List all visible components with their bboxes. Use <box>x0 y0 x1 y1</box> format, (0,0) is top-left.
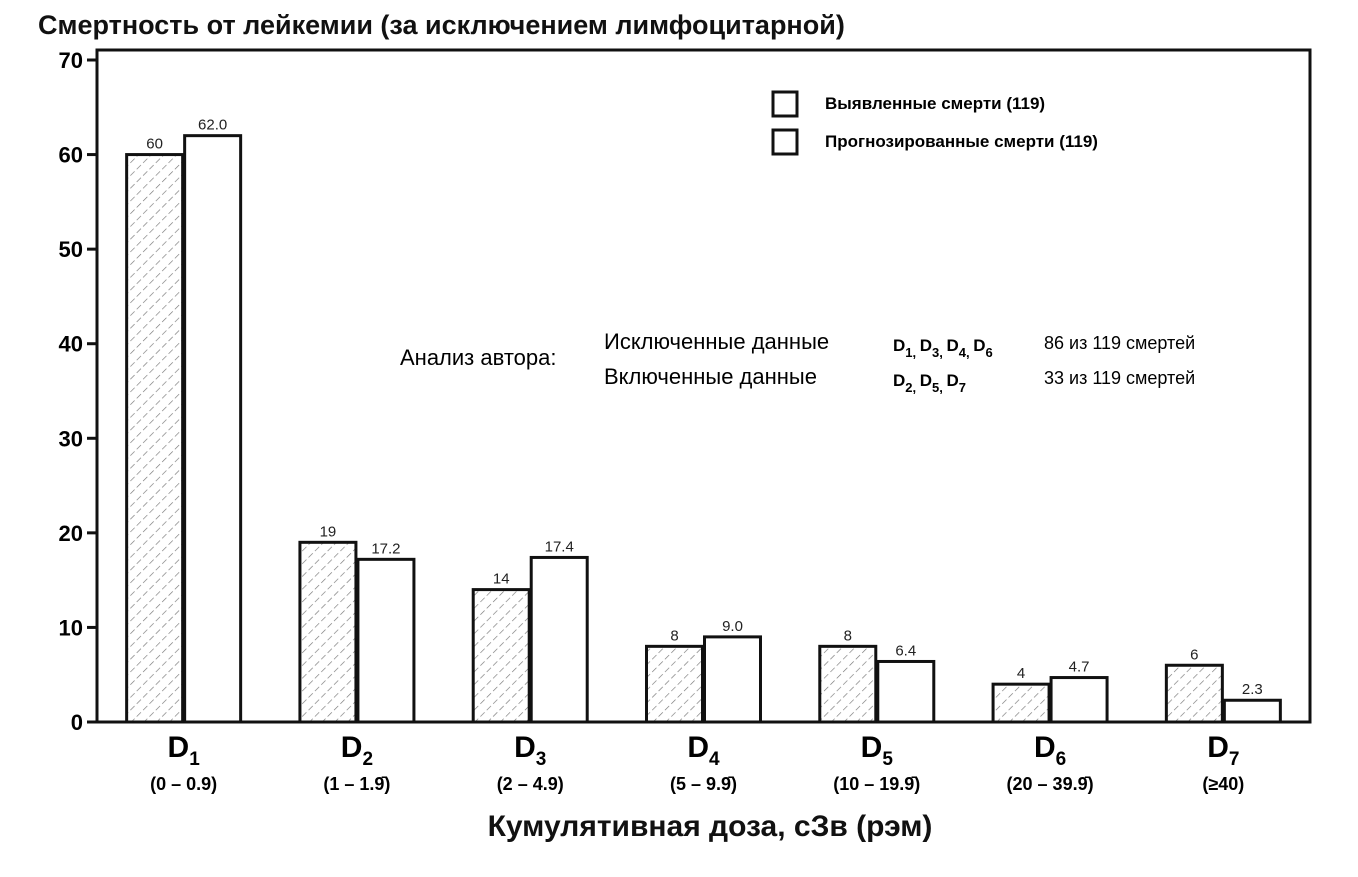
legend-swatch <box>773 130 797 154</box>
legend-label: Выявленные смерти (119) <box>825 94 1046 113</box>
y-tick-label: 0 <box>70 710 83 735</box>
annotation <box>400 329 1195 395</box>
category-range: (20 – 39.9̄) <box>1006 774 1094 794</box>
annotation-count: 86 из 119 смертей <box>1044 333 1196 353</box>
bar-predicted <box>705 637 761 722</box>
category-label: $D_5$ <box>860 731 893 770</box>
bar-value-label: 17.2 <box>371 540 401 558</box>
category-label: $D_3$ <box>514 731 547 770</box>
category-label: $D_6$ <box>1033 731 1067 770</box>
category-range: (2 – 4.9) <box>496 774 564 794</box>
bar-observed <box>1166 665 1222 722</box>
bar-value-label: 6.4 <box>895 642 917 660</box>
category-label: $D_1$ <box>167 731 200 770</box>
category-range: (≥40) <box>1202 774 1245 794</box>
bar-observed <box>993 684 1049 722</box>
bar-value-label: 14 <box>492 570 510 588</box>
annotation-groups: $D_{2,}$ $^D_{5,}$ $^D_7$ <box>893 371 967 395</box>
bar-predicted <box>185 136 241 722</box>
category-label: $D_2$ <box>340 731 374 770</box>
bar-observed <box>473 590 529 722</box>
legend-swatch <box>773 92 797 116</box>
category-labels <box>150 731 1244 794</box>
bar-value-label: 8 <box>843 627 852 645</box>
bar-value-label: 4.7 <box>1068 658 1090 676</box>
chart-title: Смертность от лейкемии (за исключением лимфоцитарной) <box>38 10 845 40</box>
bar-value-label: 60 <box>146 135 163 153</box>
bar-predicted <box>358 559 414 722</box>
y-tick-label: 60 <box>58 142 83 168</box>
bar-observed <box>820 646 876 722</box>
category-range: (1 – 1.9̄) <box>323 774 391 794</box>
bar-value-label: 4 <box>1016 665 1026 683</box>
x-axis-label: Кумулятивная доза, сЗв (рэм) <box>487 810 933 843</box>
bar-value-label: 8 <box>670 627 679 645</box>
bar-value-label: 17.4 <box>544 538 574 556</box>
bar-observed <box>127 155 183 722</box>
bar-observed <box>647 646 703 722</box>
bar-value-label: 9.0 <box>722 617 743 635</box>
y-tick-label: 40 <box>58 331 83 357</box>
bar-value-label: 19 <box>319 523 337 541</box>
bar-predicted <box>1224 700 1280 722</box>
legend-label: Прогнозированные смерти (119) <box>825 132 1098 151</box>
bar-value-label: 62.0 <box>198 116 228 134</box>
category-label: $D_4$ <box>687 731 720 770</box>
annotation-count: 33 из 119 смертей <box>1044 368 1196 388</box>
legend <box>773 92 1098 154</box>
annotation-row-label: Исключенные данные <box>604 329 830 354</box>
category-range: (10 – 19.9̄) <box>833 774 921 794</box>
bar-predicted <box>878 661 934 722</box>
y-tick-label: 50 <box>58 237 83 263</box>
bars <box>127 136 1281 722</box>
axes <box>59 48 1310 735</box>
category-range: (0 – 0.9) <box>150 774 218 794</box>
y-tick-label: 10 <box>58 615 83 641</box>
bar-predicted <box>1051 678 1107 722</box>
bar-observed <box>300 542 356 722</box>
bar-predicted <box>531 557 587 722</box>
y-tick-label: 30 <box>58 426 83 452</box>
bar-value-label: 2.3 <box>1241 681 1263 699</box>
category-label: $D_7$ <box>1207 731 1240 770</box>
category-range: (5 – 9.9̄) <box>669 774 738 794</box>
annotation-groups: $D_{1,}$ $^D_{3,}$ $^D_{4,}$ $^D_6$ <box>893 336 993 360</box>
y-tick-label: 20 <box>58 520 83 546</box>
bar-value-label: 6 <box>1190 646 1199 664</box>
annotation-lead: Анализ автора: <box>400 345 557 370</box>
annotation-row-label: Включенные данные <box>604 364 817 389</box>
y-tick-label: 70 <box>58 48 83 73</box>
